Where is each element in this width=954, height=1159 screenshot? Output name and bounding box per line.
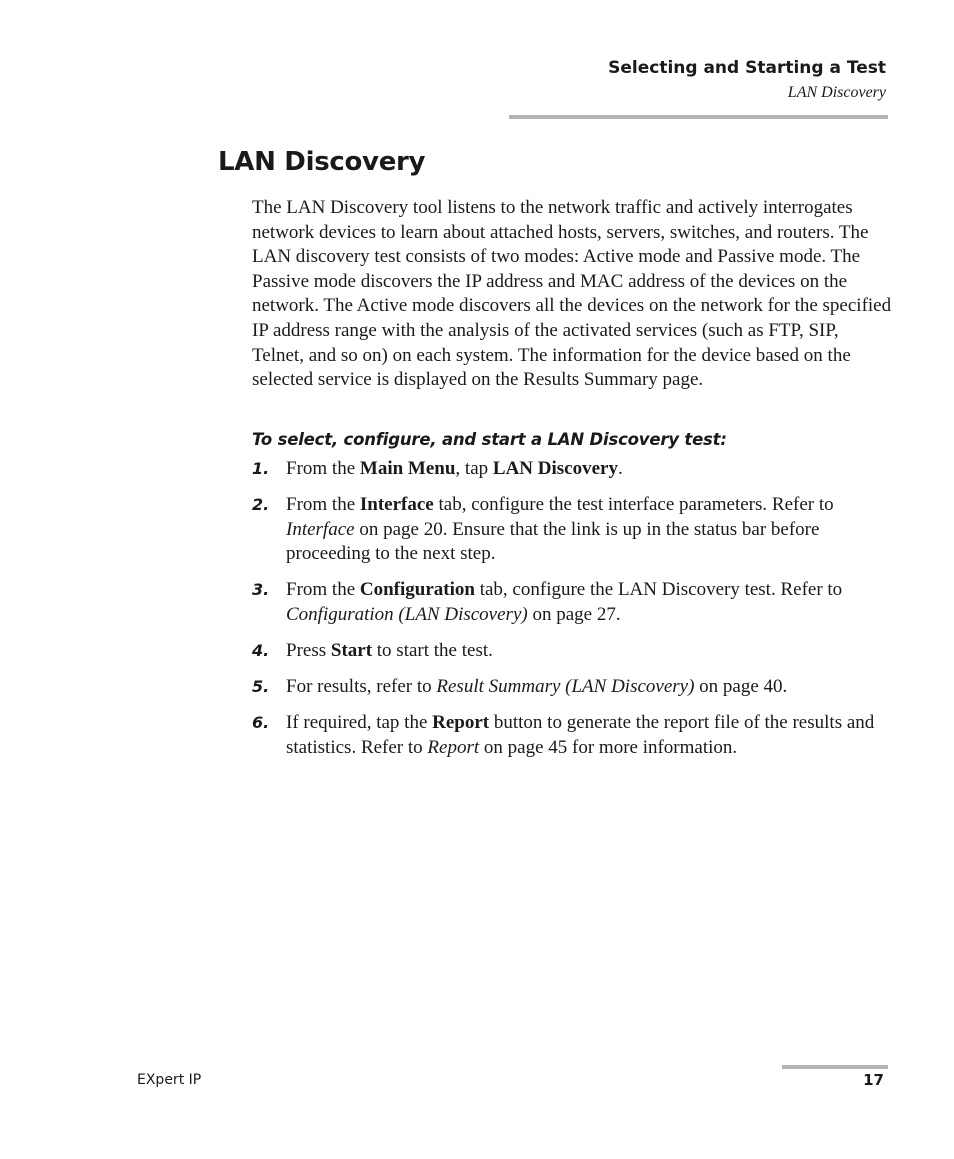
running-head — [608, 56, 886, 106]
step-text: From the — [286, 579, 360, 601]
step-text: on page 20. Ensure that the link is up in the status bar before proceeding to the next step. — [286, 518, 820, 565]
cross-reference: Interface — [286, 518, 355, 540]
step-text: If required, tap the — [286, 712, 433, 734]
step-text: tab, configure the test interface parameters. Refer to — [433, 494, 834, 516]
step-number: 6. — [252, 713, 270, 733]
step-text: on page 45 for more information. — [479, 736, 738, 758]
step-3 — [252, 578, 892, 627]
ui-term: Start — [330, 640, 373, 662]
running-head-section: LAN Discovery — [787, 84, 886, 101]
step-text: button to generate the report file of the results and statistics. Refer to — [286, 712, 875, 758]
ui-term: LAN Discovery — [492, 458, 618, 479]
step-number: 2. — [252, 495, 270, 515]
header-rule — [509, 115, 888, 119]
cross-reference: Configuration (LAN Discovery) — [286, 603, 528, 625]
intro-paragraph: The LAN Discovery tool listens to the network traffic and actively interrogates network devices to learn about attached hosts, servers, switches, and routers. The LAN discovery test consists of two modes: Active mode and Passive mode. The Passive mode discovers the IP address and MAC address of the devices on the network. The Active mode discovers all the devices on the network for the specified IP address range with the analysis of the activated services (such as FTP, SIP, Telnet, and so on) on each system. The information for the device based on the selected service is displayed on the Results Summary page. — [252, 197, 892, 391]
step-text: on page 40. — [694, 676, 788, 698]
step-text: For results, refer to — [286, 676, 437, 698]
step-2 — [252, 493, 892, 567]
step-4 — [252, 639, 892, 664]
cross-reference: Result Summary (LAN Discovery) — [436, 676, 695, 698]
page-title: LAN Discovery — [218, 147, 426, 177]
procedure-steps — [252, 457, 892, 772]
step-text: tab, configure the LAN Discovery test. Refer to — [474, 579, 843, 601]
step-number: 1. — [252, 459, 270, 478]
page-number: 17 — [863, 1071, 884, 1089]
step-text: on page 27. — [527, 603, 621, 625]
step-number: 3. — [252, 580, 270, 600]
cross-reference: Report — [427, 736, 480, 758]
ui-term: Main Menu — [359, 458, 456, 479]
step-text: . — [617, 458, 623, 479]
step-1 — [252, 457, 892, 482]
ui-term: Configuration — [359, 579, 475, 601]
footer-product-name: EXpert IP — [137, 1072, 202, 1088]
running-head-chapter: Selecting and Starting a Test — [608, 58, 886, 78]
step-number: 4. — [252, 641, 270, 661]
ui-term: Report — [432, 712, 490, 734]
step-text: , tap — [455, 458, 493, 479]
step-5 — [252, 675, 892, 700]
step-text: to start the test. — [372, 640, 493, 662]
ui-term: Interface — [359, 494, 434, 516]
footer-rule — [782, 1065, 888, 1069]
step-6 — [252, 711, 892, 760]
step-number: 5. — [252, 677, 270, 697]
step-text: From the — [286, 458, 360, 479]
step-text: Press — [286, 640, 331, 662]
procedure-heading: To select, configure, and start a LAN Discovery test: — [252, 430, 727, 449]
step-text: From the — [286, 494, 360, 516]
